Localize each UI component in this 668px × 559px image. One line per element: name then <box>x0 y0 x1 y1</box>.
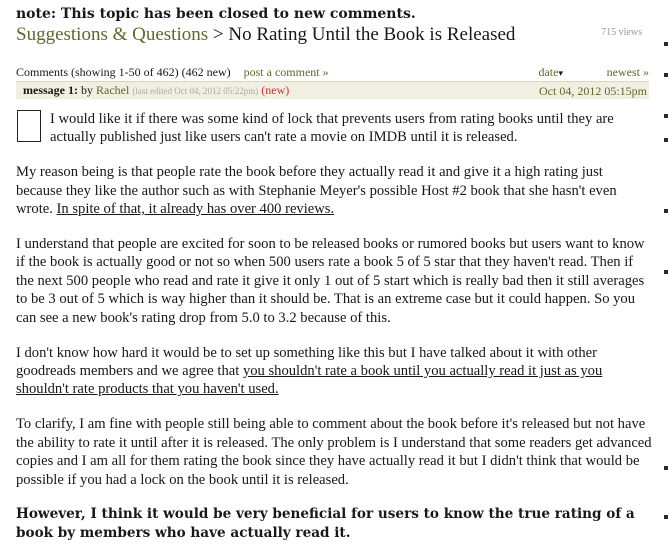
newest-order-link[interactable]: newest » <box>606 65 649 79</box>
page-title <box>16 24 646 46</box>
message-by: by <box>80 83 93 97</box>
sort-dropdown[interactable] <box>538 65 563 80</box>
message-paragraph: I understand that people are excited for soon to be released books or rumored books but users want to know if the book is actually good or not so when 500 users rate a book 5 of 5 star that they haven't read. Then if the next 500 people who read and rate it give it only 1 out of 5 start which is really bad then it still averages to be 3 out of 5 which is way higher than it should be. That is an extreme case but it could happen. So you can see a new book's rating drop from 5.0 to 3.2 because of this. <box>16 236 645 326</box>
message-paragraph: I would like it if there was some kind of lock that prevents users from rating books until they are actually published just like users can't rate a movie on IMDB until it is released. <box>50 111 614 146</box>
message-number[interactable]: message 1: <box>23 83 78 97</box>
edge-mark <box>664 138 668 142</box>
edge-mark <box>664 270 668 274</box>
edge-mark <box>664 73 668 77</box>
window-edge <box>662 0 668 558</box>
bold-paragraph: However, I think it would be very beneficial for users to know the true rating of a book by members who have actually read it. <box>16 506 635 541</box>
post-comment-link[interactable]: post a comment » <box>243 65 329 79</box>
message-paragraph <box>16 163 652 218</box>
message-header <box>16 81 649 99</box>
edge-mark <box>664 114 668 118</box>
breadcrumb-group-link[interactable]: Suggestions & Questions <box>16 24 209 45</box>
breadcrumb-separator: > <box>212 24 224 45</box>
comments-summary: Comments (showing 1-50 of 462) (462 new) <box>16 65 231 79</box>
view-count: 715 views <box>601 27 642 38</box>
edited-note: (last edited Oct 04, 2012 05:22pm) <box>132 86 259 96</box>
underlined-text: you shouldn't rate a book until you actually read it just as you shouldn't rate products that you haven't used. <box>16 362 603 398</box>
comments-meta-row <box>16 65 649 79</box>
message-paragraph <box>16 344 652 399</box>
edge-mark <box>664 466 668 470</box>
paragraph-text: My reason being is that people rate the book before they actually read it and give it a high rating just because they like the author such as with Stephanie Meyer's possible Host #2 book that she hasn't even wrote. <box>16 164 617 218</box>
underlined-text: In spite of that, it already has over 400 reviews. <box>56 201 335 218</box>
topic-closed-notice: note: This topic has been closed to new comments. <box>16 6 416 22</box>
paragraph-text: I don't know how hard it would be to set up something like this but I have talked about it with other goodreads members and we agree that <box>16 344 598 379</box>
edge-mark <box>664 209 668 213</box>
message-body <box>16 110 652 559</box>
topic-title: No Rating Until the Book is Released <box>228 24 516 45</box>
chevron-down-icon: ▾ <box>558 68 563 78</box>
edge-mark <box>664 515 668 519</box>
message-date-link[interactable]: Oct 04, 2012 05:15pm <box>539 84 647 98</box>
sort-label: date <box>538 65 559 79</box>
message-paragraph: To clarify, I am fine with people still being able to comment about the book before it's released but not have the ability to rate it until after it is released. The only problem is I understand that some readers get advanced copies and I am all for them rating the book since they have actually read it but I didn't think that would be possible if you had a lock on the book until it is released. <box>16 416 652 488</box>
author-link[interactable]: Rachel <box>95 83 130 97</box>
edge-mark <box>664 42 668 46</box>
new-flag: (new) <box>261 83 290 97</box>
